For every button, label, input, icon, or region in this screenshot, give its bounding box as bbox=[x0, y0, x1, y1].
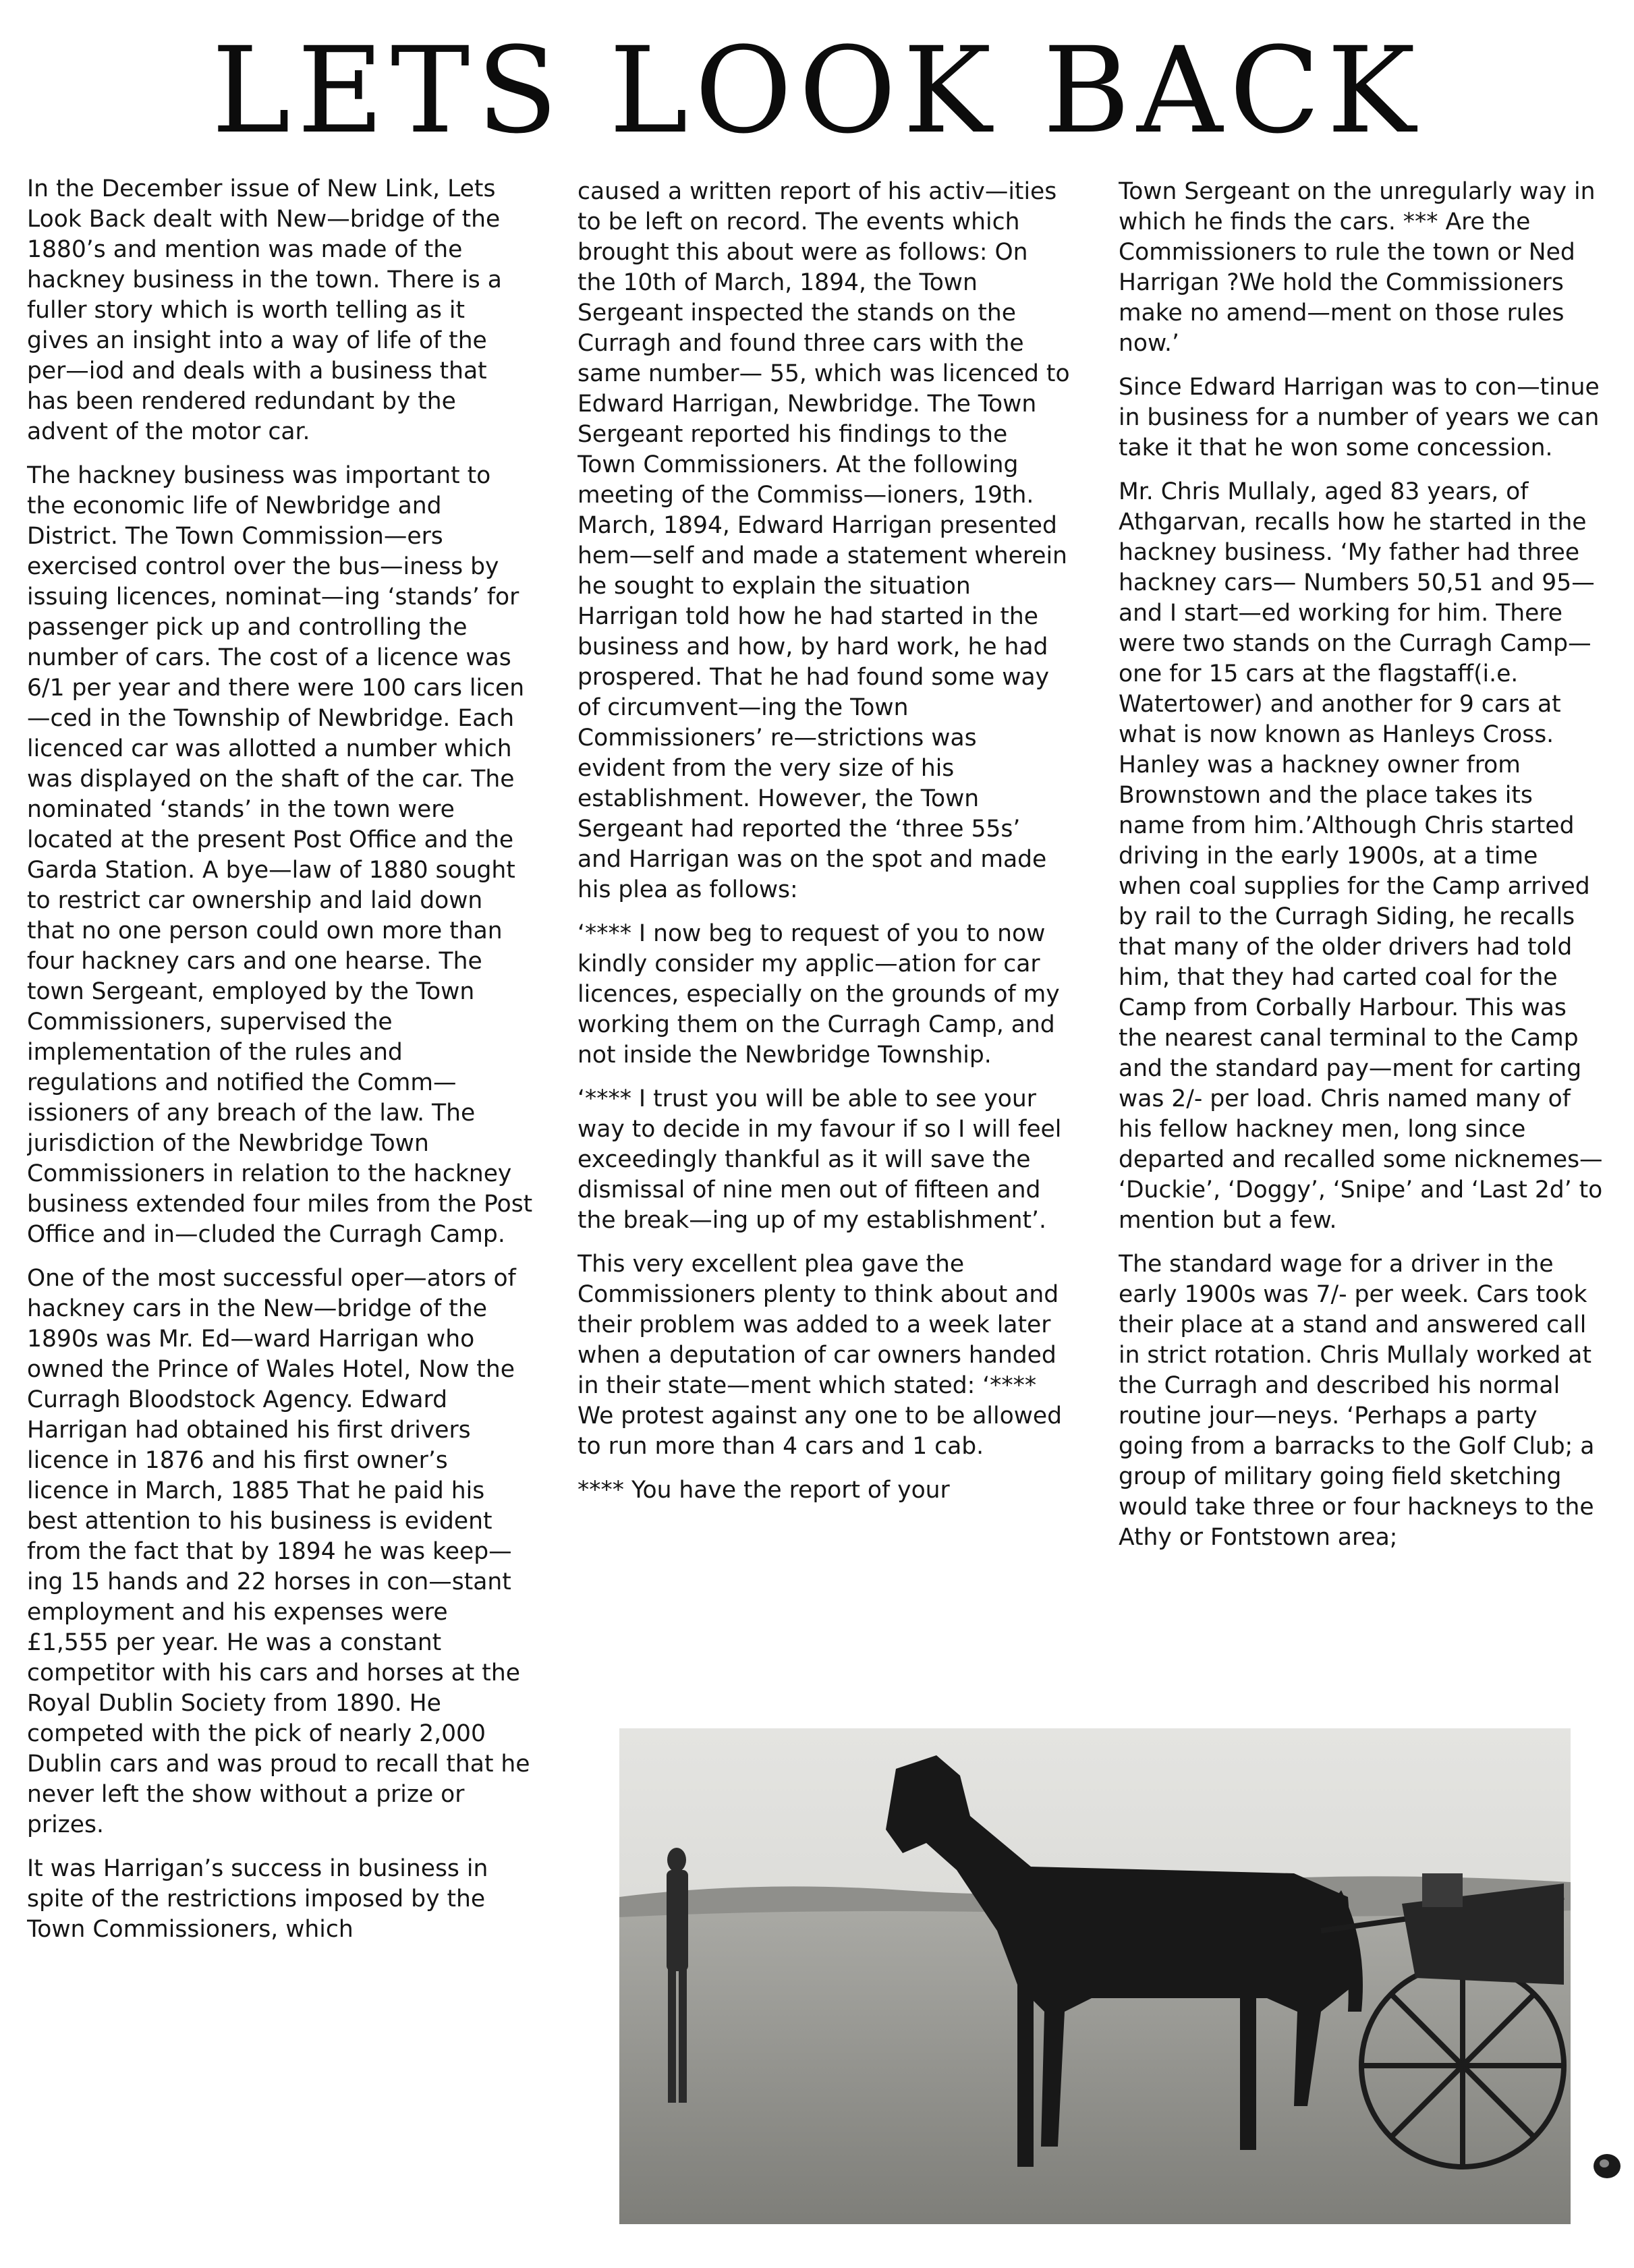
article-column-2 bbox=[577, 177, 1070, 1728]
paragraph: ‘**** I trust you will be able to see your way to decide in my favour if so I will feel exceedingly thankful as it will save the dismissal of nine men out of fifteen and the break—ing up of my establishment’. bbox=[577, 1085, 1062, 1234]
paragraph: Since Edward Harrigan was to con—tinue in business for a number of years we can take it that he won some concession. bbox=[1119, 374, 1600, 461]
horse-and-car-photo bbox=[619, 1728, 1571, 2224]
paragraph: **** You have the report of your bbox=[577, 1477, 950, 1504]
paragraph: The hackney business was important to the economic life of Newbridge and District. The Town Commission—ers exercised control over the bus—iness by issuing licences, nominat—ing ‘stands’ for passenger pick up and controlling the number of cars. The cost of a licence was 6/1 per year and there were 100 cars licen—ced in the Township of Newbridge. Each licenced car was allotted a number which was displayed on the shaft of the car. The nominated ‘stands’ in the town were located at the present Post Office and the Garda Station. A bye—law of 1880 sought to restrict car ownership and laid down that no one person could own more than four hackney cars and one hearse. The town Sergeant, employed by the Town Commissioners, supervised the implementation of the rules and regulations and notified the Comm—issioners of any breach of the law. The jurisdiction of the Newbridge Town Commissioners in relation to the hackney business extended four miles from the Post Office and in—cluded the Curragh Camp. bbox=[27, 462, 533, 1248]
paragraph: Town Sergeant on the unregularly way in which he finds the cars. *** Are the Commissioners to rule the town or Ned Harrigan ?We hold the Commissioners make no amend—ment on those rules now.’ bbox=[1119, 178, 1596, 357]
article-column-1 bbox=[27, 174, 533, 2259]
article-column-3 bbox=[1119, 177, 1604, 1708]
paragraph: Mr. Chris Mullaly, aged 83 years, of Athgarvan, recalls how he started in the hackney business. ‘My father had three hackney cars— Numbers 50,51 and 95—and I start—ed working for him. There were two stands on the Curragh Camp—one for 15 cars at the flagstaff(i.e. Watertower) and another for 9 cars at what is now known as Hanleys Cross. Hanley was a hackney owner from Brownstown and the place takes its name from him.’Although Chris started driving in the early 1900s, at a time when coal supplies for the Camp arrived by rail to the Curragh Siding, he recalls that many of the older drivers had told him, that they had carted coal for the Camp from Corbally Harbour. This was the nearest canal terminal to the Camp and the standard pay—ment for carting was 2/- per load. Chris named many of his fellow hackney men, long since departed and recalled some nicknemes— ‘Duckie’, ‘Doggy’, ‘Snipe’ and ‘Last 2d’ to mention but a few. bbox=[1119, 478, 1603, 1234]
page-edge-mark bbox=[1585, 2149, 1626, 2184]
paragraph: caused a written report of his activ—ities to be left on record. The events which brought this about were as follows: On the 10th of March, 1894, the Town Sergeant inspected the stands on the Curragh and found three cars with the same number— 55, which was licenced to Edward Harrigan, Newbridge. The Town Sergeant reported his findings to the Town Commissioners. At the following meeting of the Commiss—ioners, 19th. March, 1894, Edward Harrigan presented hem—self and made a statement wherein he sought to explain the situation Harrigan told how he had started in the business and how, by hard work, he had prospered. That he had found some way of circumvent—ing the Town Commissioners’ re—strictions was evident from the very size of his establishment. However, the Town Sergeant had reported the ‘three 55s’ and Harrigan was on the spot and made his plea as follows: bbox=[577, 178, 1070, 903]
paragraph: One of the most successful oper—ators of hackney cars in the New—bridge of the 1890s was Mr. Ed—ward Harrigan who owned the Prince of Wales Hotel, Now the Curragh Bloodstock Agency. Edward Harrigan had obtained his first drivers licence in 1876 and his first owner’s licence in March, 1885 That he paid his best attention to his business is evident from the fact that by 1894 he was keep—ing 15 hands and 22 horses in con—stant employment and his expenses were £1,555 per year. He was a constant competitor with his cars and horses at the Royal Dublin Society from 1890. He competed with the pick of nearly 2,000 Dublin cars and was proud to recall that he never left the show without a prize or prizes. bbox=[27, 1265, 530, 1838]
paragraph: In the December issue of New Link, Lets Look Back dealt with New—bridge of the 1880’s and mention was made of the hackney business in the town. There is a fuller story which is worth telling as it gives an insight into a way of life of the per—iod and deals with a business that has been rendered redundant by the advent of the motor car. bbox=[27, 175, 502, 445]
paragraph: It was Harrigan’s success in business in spite of the restrictions imposed by the Town Commissioners, which bbox=[27, 1855, 488, 1943]
paragraph: This very excellent plea gave the Commissioners plenty to think about and their problem was added to a week later when a deputation of car owners handed in their state—ment which stated: ‘**** We protest against any one to be allowed to run more than 4 cars and 1 cab. bbox=[577, 1251, 1063, 1460]
paragraph: ‘**** I now beg to request of you to now kindly consider my applic—ation for car licences, especially on the grounds of my working them on the Curragh Camp, and not inside the Newbridge Township. bbox=[577, 920, 1060, 1069]
page-title: LETS LOOK BACK bbox=[211, 22, 1423, 160]
paragraph: The standard wage for a driver in the early 1900s was 7/- per week. Cars took their place at a stand and answered call in strict rotation. Chris Mullaly worked at the Curragh and described his normal routine jour—neys. ‘Perhaps a party going from a barracks to the Golf Club; a group of military going field sketching would take three or four hackneys to the Athy or Fontstown area; bbox=[1119, 1251, 1595, 1551]
